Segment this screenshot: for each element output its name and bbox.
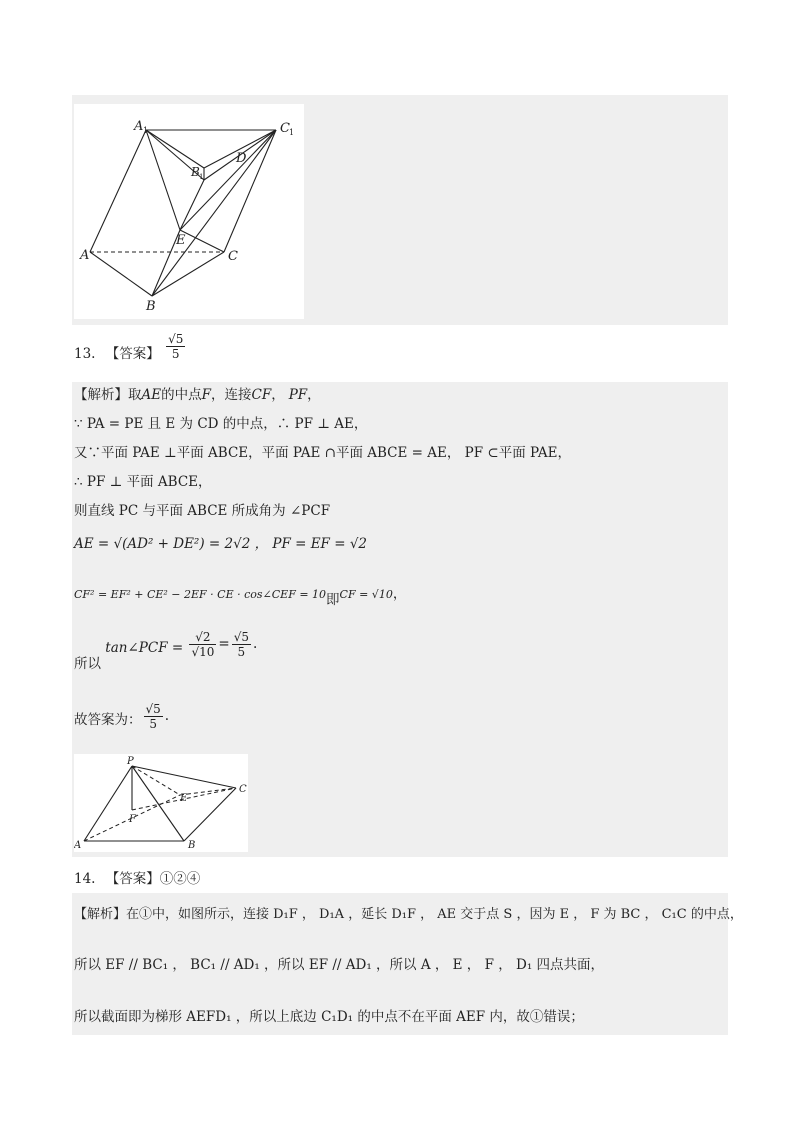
label-D: D xyxy=(236,151,247,166)
label-C: C xyxy=(228,249,238,264)
text: 即 xyxy=(326,592,340,608)
q13-analysis-line-4: ∴ PF ⊥ 平面 ABCE， xyxy=(74,474,212,490)
text: 【解析】取 xyxy=(74,387,142,403)
text: . xyxy=(164,708,170,724)
label-A1: A xyxy=(134,119,144,134)
text: 故答案为： xyxy=(74,712,142,728)
text: ，连接 xyxy=(210,387,252,403)
q13-analysis-line-5: 则直线 PC 与平面 ABCE 所成角为 ∠PCF xyxy=(74,503,331,519)
q13-analysis-line-7 xyxy=(74,585,407,608)
fraction xyxy=(144,702,163,731)
q13-analysis-line-6: AE = √(AD² + DE²) = 2√2 ， PF = EF = √2 xyxy=(74,536,368,552)
q13-analysis-line-3: 又∵平面 PAE ⊥平面 ABCE，平面 PAE ∩平面 ABCE = AE， PF ⊂平面 PAE， xyxy=(74,445,571,461)
frac-den: 5 xyxy=(149,717,157,731)
prism-figure xyxy=(74,104,304,319)
text: ， xyxy=(271,387,285,403)
label-B1-sub: 1 xyxy=(199,173,204,181)
q14-analysis-line-3: 所以截面即为梯形 AEFD₁ ，所以上底边 C₁D₁ 的中点不在平面 AEF 内，故①错误； xyxy=(74,1009,584,1025)
label-A: A xyxy=(80,248,90,263)
math: AE xyxy=(141,387,162,403)
q14-analysis-line-2: 所以 EF // BC₁ ， BC₁ // AD₁ ，所以 EF // AD₁ ，所以 A ， E ， F ， D₁ 四点共面， xyxy=(74,957,605,973)
q14-answer-line xyxy=(74,870,200,888)
q13-number: 13. xyxy=(74,346,96,362)
frac-num: √5 xyxy=(145,702,161,716)
text: ， xyxy=(392,586,407,602)
label-C: C xyxy=(239,784,247,795)
math: F xyxy=(201,387,211,403)
q14-answer: ①②④ xyxy=(159,871,201,887)
math: PF xyxy=(288,387,308,403)
formula: CF² = EF² + CE² − 2EF · CE · cos∠CEF = 10 xyxy=(74,588,327,601)
label-C1-sub: 1 xyxy=(289,128,295,137)
math: CF xyxy=(251,387,272,403)
label-B: B xyxy=(188,840,196,851)
figure1-box xyxy=(74,104,304,319)
text: . xyxy=(252,636,258,652)
label-B: B xyxy=(146,299,156,314)
label-B1: B xyxy=(191,165,200,179)
figure2-box xyxy=(74,754,248,852)
formula: CF = √10 xyxy=(339,588,393,601)
text: ， xyxy=(307,387,321,403)
text: = xyxy=(218,636,230,652)
fraction xyxy=(232,630,251,659)
pyramid-figure xyxy=(74,754,248,852)
q13-answer-den: 5 xyxy=(171,347,180,361)
q13-analysis-line-9 xyxy=(74,702,169,738)
label-F: F xyxy=(129,814,136,825)
label-A1-sub: 1 xyxy=(143,126,149,135)
q14-answer-label: 【答案】 xyxy=(105,871,160,887)
q13-analysis-line-8 xyxy=(74,630,257,670)
label-C1: C xyxy=(280,121,290,136)
q13-analysis-line-1 xyxy=(74,386,321,404)
q14-analysis-line-1: 【解析】在①中，如图所示，连接 D₁F ， D₁A ，延长 D₁F ， AE 交于点 S ，因为 E ， F 为 BC ， C₁C 的中点， xyxy=(74,907,743,922)
label-E: E xyxy=(180,793,188,804)
q13-answer-fraction xyxy=(166,332,185,361)
frac-num: √2 xyxy=(189,630,216,645)
label-E: E xyxy=(176,233,186,248)
text: 所以 xyxy=(74,656,101,672)
label-P: P xyxy=(127,756,134,767)
q13-analysis-line-2: ∵ PA = PE 且 E 为 CD 的中点，∴ PF ⊥ AE， xyxy=(74,416,368,432)
q14-number: 14. xyxy=(74,871,96,887)
q13-answer-num: √5 xyxy=(168,332,184,346)
frac-den: √10 xyxy=(191,645,215,659)
frac-den: 5 xyxy=(237,645,246,659)
formula: tan∠PCF = xyxy=(105,640,184,656)
label-A: A xyxy=(74,840,82,851)
frac-num: √5 xyxy=(233,630,249,644)
q13-answer-line xyxy=(74,332,187,363)
q13-answer-label: 【答案】 xyxy=(105,346,160,362)
text: 的中点 xyxy=(161,387,202,403)
fraction xyxy=(189,630,216,659)
